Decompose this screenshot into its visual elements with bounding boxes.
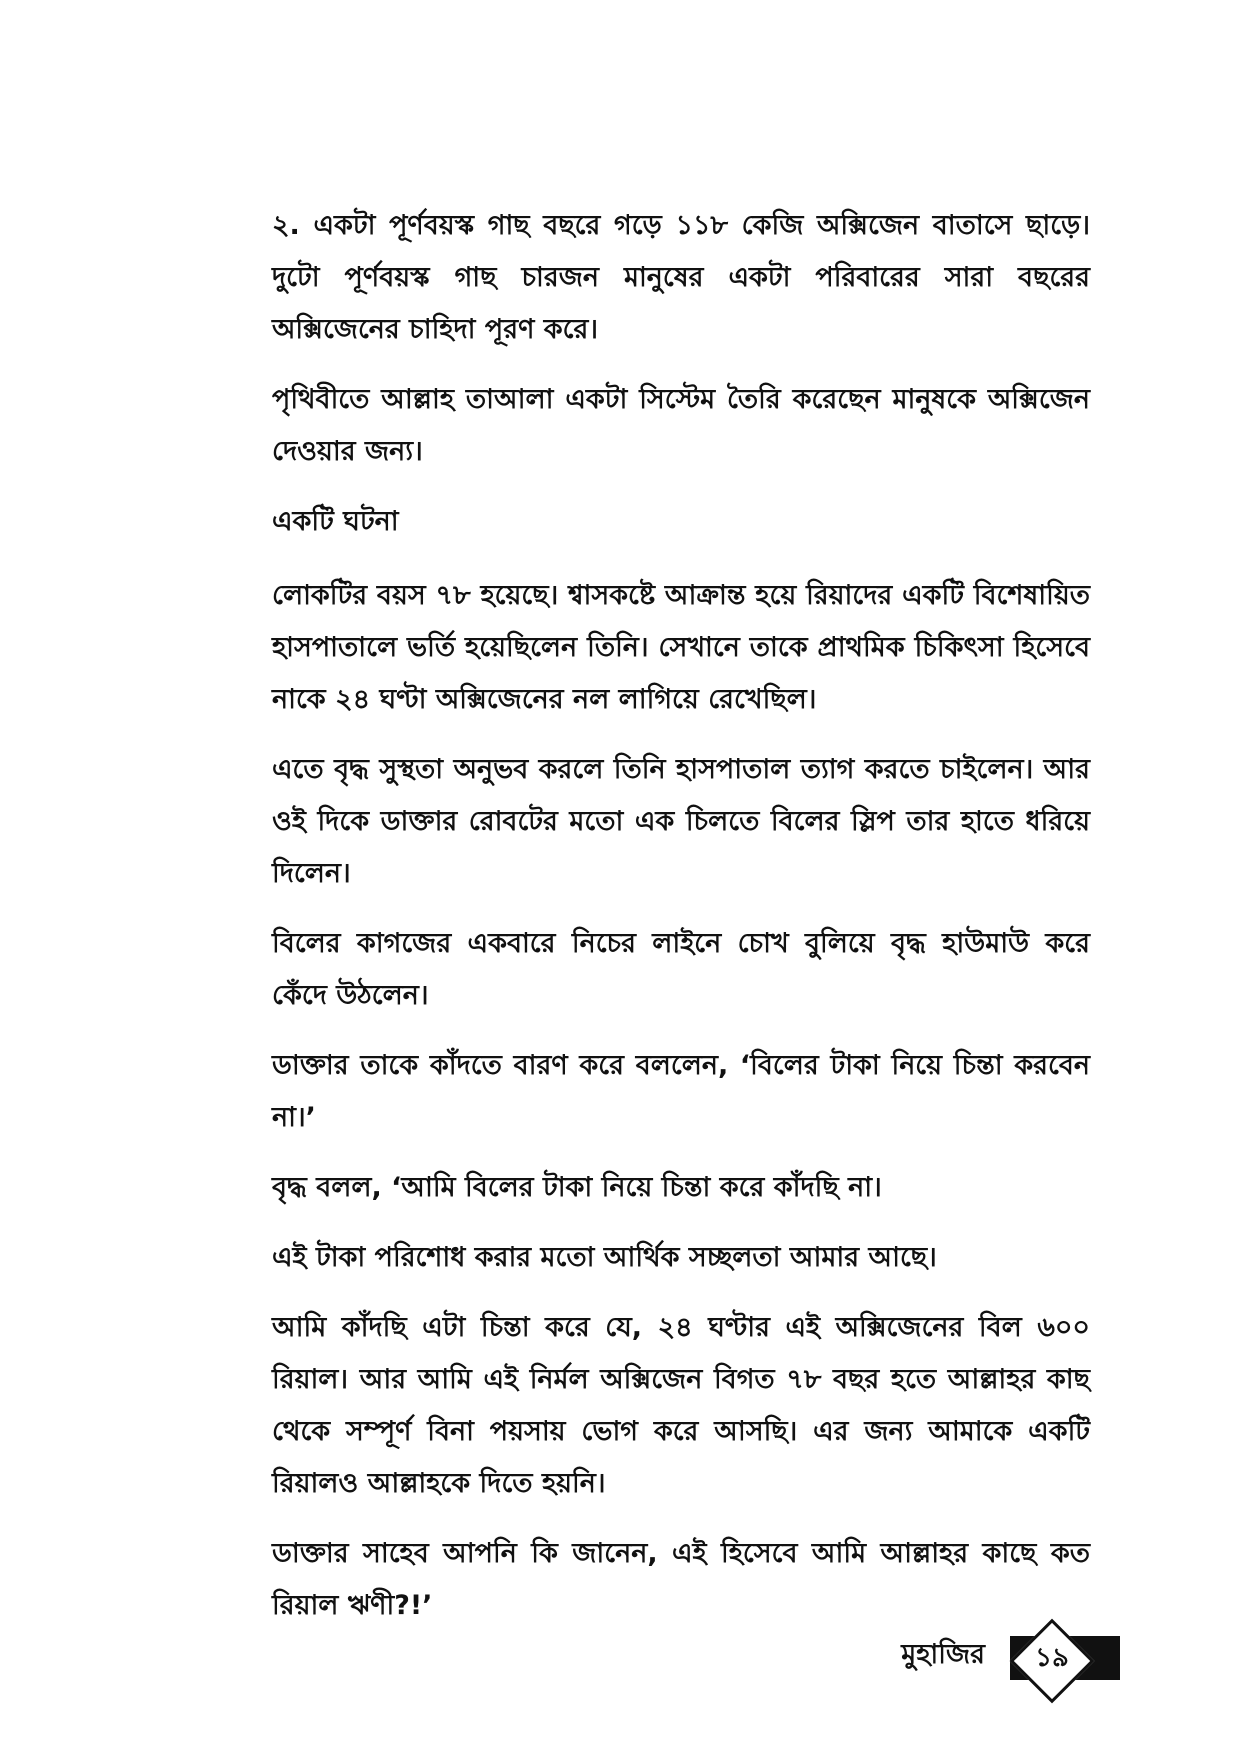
paragraph-oxygen-fact: ২. একটা পূর্ণবয়স্ক গাছ বছরে গড়ে ১১৮ কেজি অক্সিজেন বাতাসে ছাড়ে। দুটো পূর্ণবয়স্ক গাছ চারজন মানুষের একটা পরিবারের সারা বছরের অক্সিজেনের চাহিদা পূরণ করে।	[272, 210, 1090, 345]
page-footer	[870, 1612, 1120, 1702]
paragraph-question: ডাক্তার সাহেব আপনি কি জানেন, এই হিসেবে আমি আল্লাহর কাছে কত রিয়াল ঋণী?!’	[272, 1538, 1090, 1621]
paragraph-can-pay: এই টাকা পরিশোধ করার মতো আর্থিক সচ্ছলতা আমার আছে।	[272, 1242, 937, 1273]
page-number: ১৯	[1035, 1643, 1069, 1673]
paragraph-old-man-reply: বৃদ্ধ বলল, ‘আমি বিলের টাকা নিয়ে চিন্তা করে কাঁদছি না।	[272, 1172, 882, 1203]
body-text	[272, 200, 1090, 1650]
paragraph-bill-slip: এতে বৃদ্ধ সুস্থতা অনুভব করলে তিনি হাসপাতাল ত্যাগ করতে চাইলেন। আর ওই দিকে ডাক্তার রোবটের মতো এক চিলতে বিলের স্লিপ তার হাতে ধরিয়ে দিলেন।	[272, 754, 1090, 889]
paragraph-hospital: লোকটির বয়স ৭৮ হয়েছে। শ্বাসকষ্টে আক্রান্ত হয়ে রিয়াদের একটি বিশেষায়িত হাসপাতালে ভর্তি হয়েছিলেন তিনি। সেখানে তাকে প্রাথমিক চিকিৎসা হিসেবে নাকে ২৪ ঘণ্টা অক্সিজেনের নল লাগিয়ে রেখেছিল।	[272, 580, 1090, 715]
book-title: মুহাজির	[901, 1639, 985, 1670]
section-heading: একটি ঘটনা	[272, 506, 399, 537]
paragraph-reason: আমি কাঁদছি এটা চিন্তা করে যে, ২৪ ঘণ্টার এই অক্সিজেনের বিল ৬০০ রিয়াল। আর আমি এই নির্মল অক্সিজেন বিগত ৭৮ বছর হতে আল্লাহর কাছ থেকে সম্পূর্ণ বিনা পয়সায় ভোগ করে আসছি। এর জন্য আমাকে একটি রিয়ালও আল্লাহকে দিতে হয়নি।	[272, 1312, 1090, 1499]
paragraph-system: পৃথিবীতে আল্লাহ তাআলা একটা সিস্টেম তৈরি করেছেন মানুষকে অক্সিজেন দেওয়ার জন্য।	[272, 384, 1090, 467]
paragraph-crying: বিলের কাগজের একবারে নিচের লাইনে চোখ বুলিয়ে বৃদ্ধ হাউমাউ করে কেঁদে উঠলেন।	[272, 928, 1090, 1011]
paragraph-doctor-reply: ডাক্তার তাকে কাঁদতে বারণ করে বললেন, ‘বিলের টাকা নিয়ে চিন্তা করবেন না।’	[272, 1050, 1090, 1133]
